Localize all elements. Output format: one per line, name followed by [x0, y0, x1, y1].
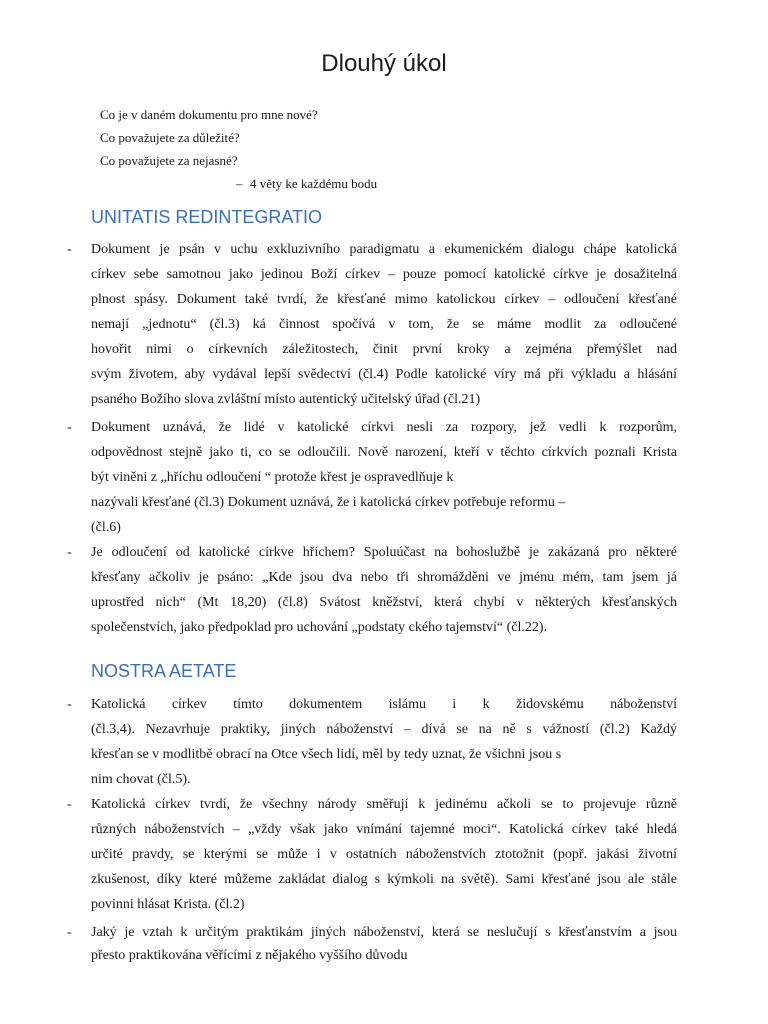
list-bullet: -: [67, 797, 72, 812]
paragraph-line: církev sebe samotnou jako jedinou Boží církev – pouze pomocí katolické církve je dosažitelná: [91, 267, 677, 282]
paragraph-line: Katolická církev tvrdí, že všechny národy směřují k jedinému ačkoli se to projevuje různě: [91, 797, 677, 812]
paragraph-line: Jaký je vztah k určitým praktikám jiných náboženství, která se neslučují s křesťanstvím a jsou: [91, 925, 677, 940]
note-dash: –: [236, 176, 243, 191]
page-title: Dlouhý úkol: [321, 50, 447, 77]
list-bullet: -: [67, 925, 72, 940]
paragraph-line: povinni hlásat Krista. (čl.2): [91, 897, 245, 912]
paragraph-line: Katolická církev tímto dokumentem islámu i k židovskému náboženství: [91, 697, 677, 712]
paragraph-line: nemají „jednotu“ (čl.3) ká činnost spočívá v tom, že se máme modlit za odloučené: [91, 317, 677, 332]
paragraph-line: odpovědnost stejně jako ti, co se odloučili. Nově narození, kteří v těchto církvích poznali Krista: [91, 445, 677, 460]
paragraph-line: být viněni z „hříchu odloučení “ protože křest je ospravedlňuje k: [91, 470, 454, 485]
paragraph-line: uprostřed nich“ (Mt 18,20) (čl.8) Svátost kněžství, která chybí v některých křesťanských: [91, 595, 677, 610]
list-bullet: -: [67, 242, 72, 257]
paragraph-line: různých náboženstvích – „vždy však jako vnímání tajemné moci“. Katolická církev také hledá: [91, 822, 677, 837]
note-text: 4 věty ke každému bodu: [250, 176, 378, 191]
paragraph-line: hovořit nimi o církevních záležitostech, činit první kroky a zejména přemýšlet nad: [91, 342, 677, 357]
paragraph-line: Dokument uznává, že lidé v katolické církvi nesli za rozpory, jež vedli k rozporům,: [91, 420, 677, 435]
section-heading-unitatis: UNITATIS REDINTEGRATIO: [91, 207, 323, 227]
question-1: Co je v daném dokumentu pro mne nové?: [100, 107, 318, 122]
question-2: Co považujete za důležité?: [100, 130, 240, 145]
list-bullet: -: [67, 697, 72, 712]
paragraph-line: svým životem, aby vydával lepší svědectví (čl.4) Podle katolické víry má při výkladu a hlásání: [91, 367, 677, 382]
paragraph-line: přesto praktikována věřícími z nějakého vyššího důvodu: [91, 948, 408, 963]
paragraph-line: určité pravdy, se kterými se může i v ostatních náboženstvích ztotožnit (popř. jakási životní: [91, 847, 677, 862]
paragraph-line: psaného Božího slova zvláštní místo autentický učitelský úřad (čl.21): [91, 392, 481, 407]
paragraph-line: (čl.3,4). Nezavrhuje praktiky, jiných náboženství – dívá se na ně s vážností (čl.2) Každý: [91, 722, 677, 737]
list-bullet: -: [67, 420, 72, 435]
paragraph-line: Je odloučení od katolické církve hříchem? Spoluúčast na bohoslužbě je zakázaná pro některé: [91, 545, 677, 560]
paragraph-line: nim chovat (čl.5).: [91, 772, 191, 787]
paragraph-line: Dokument je psán v uchu exkluzivního paradigmatu a ekumenickém dialogu chápe katolická: [91, 242, 677, 257]
paragraph-line: (čl.6): [91, 520, 121, 535]
list-bullet: -: [67, 545, 72, 560]
paragraph-line: křesťany ačkoliv je psáno: „Kde jsou dva nebo tři shromážděni ve jménu mém, tam jsem já: [91, 570, 677, 585]
question-3: Co považujete za nejasné?: [100, 153, 238, 168]
paragraph-line: křesťan se v modlitbě obrací na Otce všech lidí, měl by tedy uznat, že všichni jsou s: [91, 747, 562, 762]
section-heading-nostra: NOSTRA AETATE: [91, 661, 237, 681]
paragraph-line: společenstvích, jako předpoklad pro uchování „podstaty ckého tajemství“ (čl.22).: [91, 620, 548, 635]
paragraph-line: nazývali křesťané (čl.3) Dokument uznává, že i katolická církev potřebuje reformu –: [91, 495, 566, 510]
paragraph-line: plnost spásy. Dokument také tvrdí, že křesťané mimo katolickou církev – odloučení křesťané: [91, 292, 677, 307]
paragraph-line: zkušenost, díky které můžeme zakládat dialog s kýmkoli na světě). Sami křesťané jsou ale stále: [91, 872, 677, 887]
